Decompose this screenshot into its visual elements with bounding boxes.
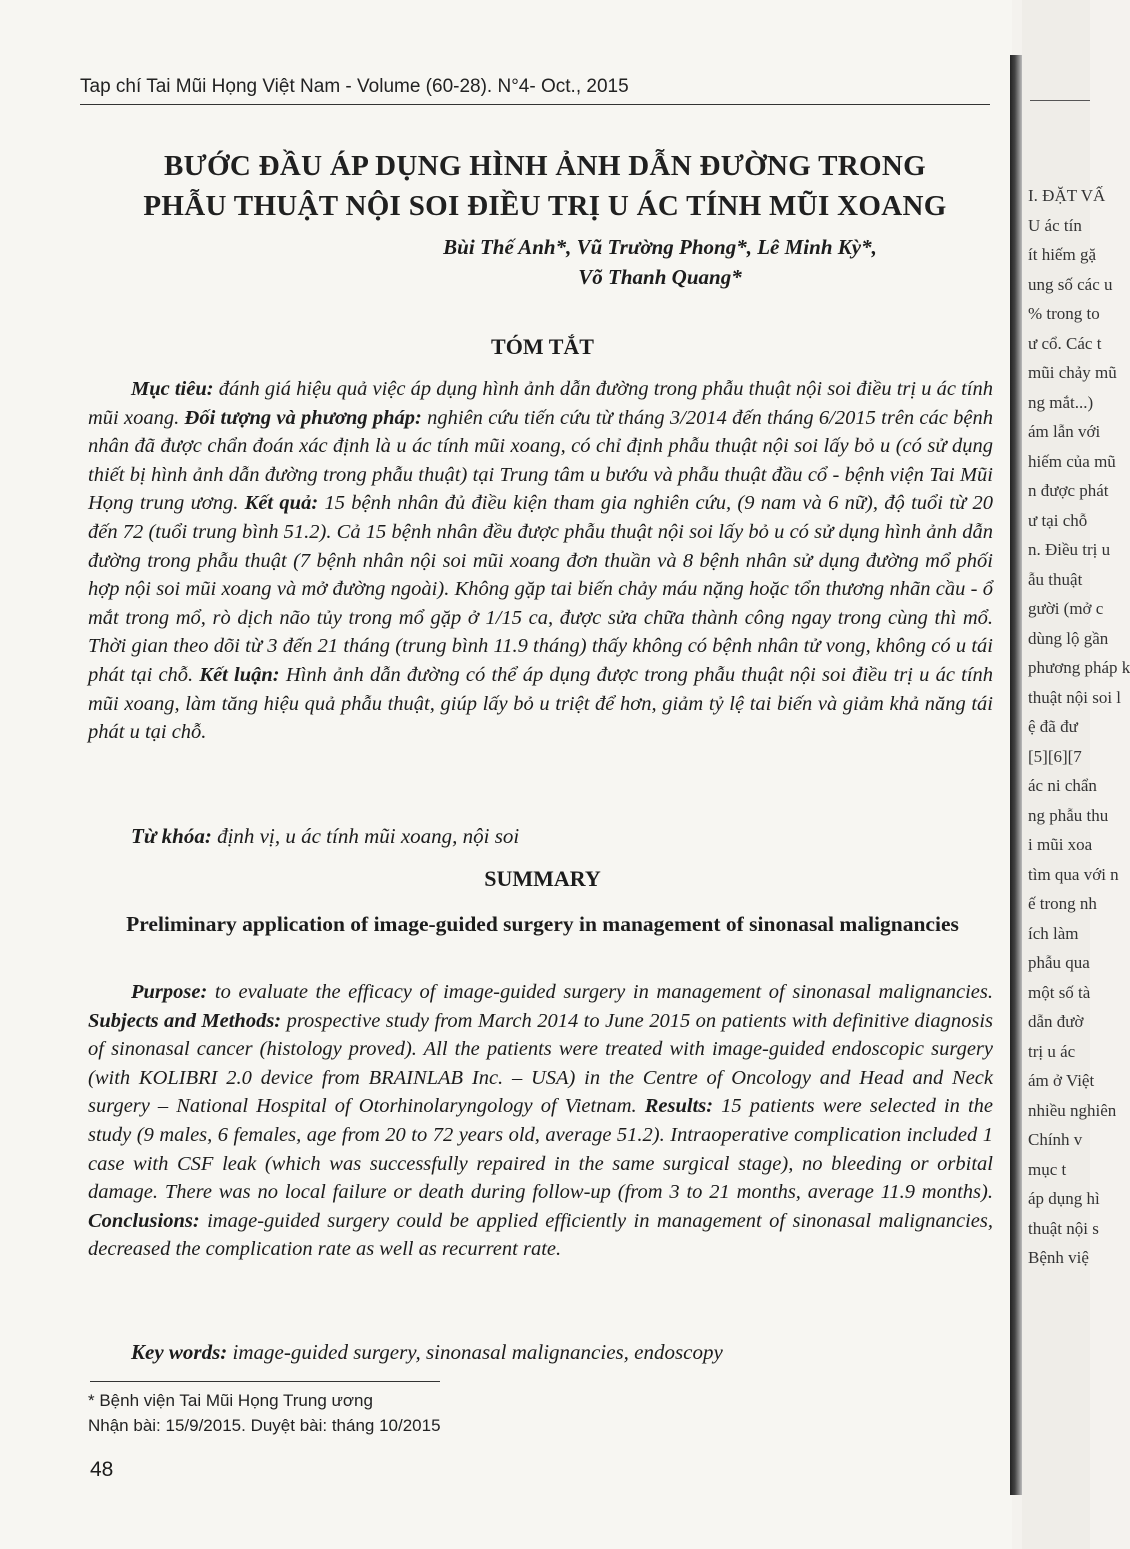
facing-page-fragment: thuật nội s <box>1028 1218 1099 1238</box>
facing-page-fragment: hiếm của mũ <box>1028 451 1116 471</box>
running-header: Tap chí Tai Mũi Họng Việt Nam - Volume (60-28). N°4- Oct., 2015 <box>80 76 629 97</box>
facing-page-fragment: ư cổ. Các t <box>1028 333 1102 353</box>
footnote-dates: Nhận bài: 15/9/2015. Duyệt bài: tháng 10/2015 <box>88 1416 441 1435</box>
facing-page-fragment: mũi chảy mũ <box>1028 363 1117 382</box>
methods-label: Đối tượng và phương pháp: <box>184 406 422 429</box>
title-line-1: BƯỚC ĐẦU ÁP DỤNG HÌNH ẢNH DẪN ĐƯỜNG TRONG <box>163 150 926 182</box>
authors <box>300 232 1020 292</box>
facing-page-fragment: ám ở Việt <box>1028 1071 1095 1090</box>
facing-page-fragment: [5][6][7 <box>1028 746 1082 766</box>
facing-page-fragment: ám lẫn với <box>1028 422 1101 441</box>
keywords-vi <box>131 824 519 849</box>
facing-page-fragment: ệ đã đư <box>1028 717 1078 736</box>
facing-page-fragment: i mũi xoa <box>1028 835 1093 854</box>
conclusion-text: Hình ảnh dẫn đường có thể áp dụng được trong phẫu thuật nội soi điều trị u ác tính mũi xoang, làm tăng hiệu quả phẫu thuật, giúp lấy bỏ u triệt để hơn, giảm tỷ lệ tai biến và giảm khả năng tái phát u tại chỗ. <box>88 663 994 744</box>
keywords-en-text: image-guided surgery, sinonasal malignancies, endoscopy <box>227 1340 723 1364</box>
keywords-vi-text: định vị, u ác tính mũi xoang, nội soi <box>211 824 520 848</box>
page-number: 48 <box>90 1458 114 1481</box>
results-en-text: 15 patients were selected in the study (9 males, 6 females, age from 20 to 72 years old, average 51.2). Intraoperative complication included 1 case with CSF leak (which was successfully repaired in the same surgical stage), no bleeding or orbital damage. There was no local failure or death during follow-up (from 3 to 21 months, average 11.9 months). <box>88 1095 993 1204</box>
facing-page-fragment: ẫu thuật <box>1028 569 1083 589</box>
abstract-vi-heading: TÓM TẮT <box>491 334 594 359</box>
facing-page-fragment: ế trong nh <box>1028 894 1097 913</box>
facing-page-fragment: ít hiếm gặ <box>1028 245 1096 264</box>
facing-page-fragment: trị u ác <box>1028 1041 1076 1061</box>
facing-page-fragment: tìm qua với n <box>1028 864 1119 884</box>
results-label: Kết quả: <box>244 492 319 515</box>
facing-page-fragment: n. Điều trị u <box>1028 540 1111 559</box>
facing-page-fragment: U ác tín <box>1028 215 1082 235</box>
summary-subtitle: Preliminary application of image-guided surgery in management of sinonasal malignancies <box>126 912 959 936</box>
authors-line-1: Bùi Thế Anh*, Vũ Trường Phong*, Lê Minh Kỳ*, <box>443 235 877 259</box>
authors-line-2: Võ Thanh Quang* <box>578 265 742 289</box>
facing-page-fragment: mục t <box>1028 1159 1067 1179</box>
purpose-label: Purpose: <box>131 981 208 1003</box>
facing-page-fragment: gười (mở c <box>1028 599 1104 618</box>
results-en-label: Results: <box>644 1095 714 1118</box>
header-rule <box>80 104 990 105</box>
facing-page-fragment: ung số các u <box>1028 274 1113 294</box>
abstract-vi-body <box>88 375 993 747</box>
summary-heading: SUMMARY <box>484 866 601 891</box>
facing-page-fragment: dẫn đườ <box>1028 1012 1084 1031</box>
facing-page-fragment: dùng lộ gần <box>1028 628 1109 648</box>
methods-text: nghiên cứu tiến cứu từ tháng 3/2014 đến tháng 6/2015 trên các bệnh nhân đã được chẩn đoán xác định là u ác tính mũi xoang, có chỉ định phẫu thuật nội soi lấy bỏ u (có sử dụng thiết bị hình ảnh dẫn đường trong phẫu thuật) tại Trung tâm u bướu và phẫu thuật đầu cổ - bệnh viện Tai Mũi Họng trung ương. <box>88 406 993 515</box>
facing-page-fragment: một số tà <box>1028 982 1091 1002</box>
conclusions-en-label: Conclusions: <box>88 1209 200 1232</box>
facing-page-fragment: ng phẫu thu <box>1028 805 1109 825</box>
results-text: 15 bệnh nhân đủ điều kiện tham gia nghiên cứu, (9 nam và 6 nữ), độ tuổi từ 20 đến 72 (tuổi trung bình 51.2). Cả 15 bệnh nhân đều được phẫu thuật nội soi lấy bỏ u có sử dụng hình ảnh dẫn đường trong phẫu thuật (7 bệnh nhân nội soi mũi xoang đơn thuần và 8 bệnh nhân sử dụng đường mổ phối hợp nội soi mũi xoang và mở đường ngoài). Không gặp tai biến chảy máu nặng hoặc tổn thương nhãn cầu - ổ mắt trong mổ, rò dịch não tủy trong mổ gặp ở 1/15 ca, được sửa chữa thành công ngay trong cùng thì mổ. Thời gian theo dõi từ 3 đến 21 tháng (trung bình 11.9 tháng) thấy không có bệnh nhân tử vong, không có u tái phát tại chỗ. <box>88 492 993 686</box>
book-gutter-shadow <box>1010 55 1022 1495</box>
facing-page-fragment: ác ni chẩn <box>1028 776 1097 795</box>
facing-page-fragment: Bệnh việ <box>1028 1248 1089 1267</box>
purpose-text: to evaluate the efficacy of image-guided surgery in management of sinonasal malignancies. <box>207 981 993 1003</box>
conclusions-en-text: image-guided surgery could be applied efficiently in management of sinonasal malignancies, decreased the complication rate as well as recurrent rate. <box>88 1209 993 1261</box>
facing-page-fragment: áp dụng hì <box>1028 1189 1100 1208</box>
keywords-vi-label: Từ khóa: <box>131 824 212 848</box>
abstract-en-body <box>88 978 993 1264</box>
footnote-rule <box>90 1381 440 1382</box>
objective-text: đánh giá hiệu quả việc áp dụng hình ảnh dẫn đường trong phẫu thuật nội soi điều trị u ác tính mũi xoang. <box>88 378 993 429</box>
facing-page-fragment: phương pháp k <box>1028 658 1130 677</box>
subjects-methods-text: prospective study from March 2014 to June 2015 on patients with definitive diagnosis of sinonasal cancer (histology proved). All the patients were treated with image-guided endoscopic surgery (with KOLIBRI 2.0 device from BRAINLAB Inc. – USA) in the Centre of Oncology and Head and Neck surgery – National Hospital of Otorhinolaryngology of Vietnam. <box>88 1009 994 1118</box>
facing-page-fragment: ư tại chỗ <box>1028 510 1088 530</box>
facing-page-fragment: I. ĐẶT VẤ <box>1028 186 1106 205</box>
keywords-en <box>131 1340 723 1365</box>
facing-page-fragment: % trong to <box>1028 304 1100 323</box>
facing-page-edge <box>1022 0 1130 1549</box>
facing-page-fragment: Chính v <box>1028 1130 1083 1149</box>
objective-label: Mục tiêu: <box>131 378 214 400</box>
facing-page-fragment: ích làm <box>1028 923 1079 943</box>
facing-page-header-rule <box>1030 100 1090 101</box>
article-title <box>80 146 1010 226</box>
facing-page-fragment: phẫu qua <box>1028 953 1090 972</box>
keywords-en-label: Key words: <box>131 1340 228 1364</box>
facing-page-fragment: n được phát <box>1028 481 1109 500</box>
facing-page-fragment: nhiều nghiên <box>1028 1100 1117 1120</box>
conclusion-label: Kết luận: <box>199 663 280 686</box>
facing-page-fragment: ng mắt...) <box>1028 392 1094 412</box>
subjects-methods-label: Subjects and Methods: <box>88 1009 282 1032</box>
title-line-2: PHẪU THUẬT NỘI SOI ĐIỀU TRỊ U ÁC TÍNH MŨI XOANG <box>143 190 947 222</box>
footnote-affiliation: * Bệnh viện Tai Mũi Họng Trung ương <box>88 1391 373 1410</box>
facing-page-fragment: thuật nội soi l <box>1028 687 1122 707</box>
